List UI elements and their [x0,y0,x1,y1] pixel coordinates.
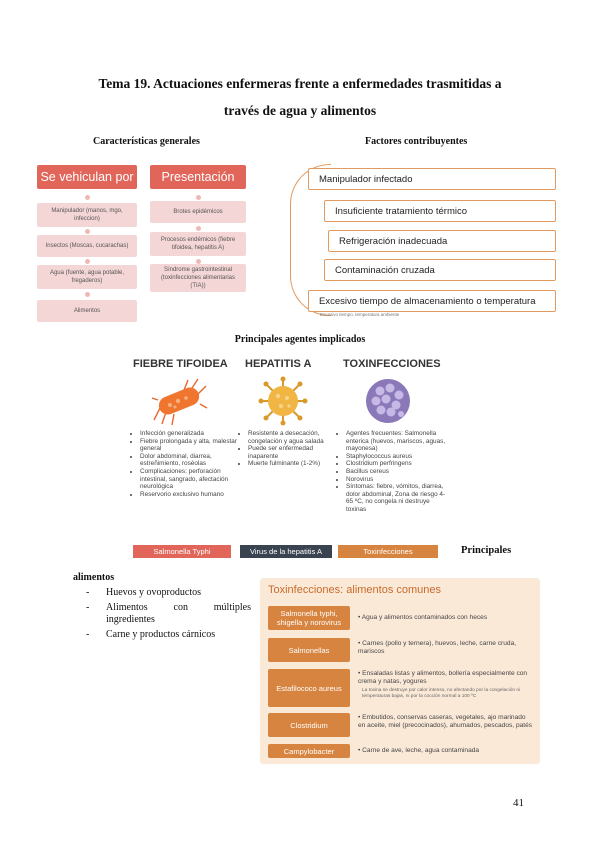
row-desc-text: Agua y alimentos contaminados con heces [361,614,488,621]
alimentos-heading: alimentos [73,572,115,583]
toxinf-item: • Agentes frecuentes: Salmonella enterica (huevos, mariscos, aguas, mayonesa) [346,430,446,453]
row-desc: • Carnes (pollo y ternera), huevos, leche, carne cruda, mariscos [358,640,517,655]
row-desc-text: Carnes (pollo y ternera), huevos, leche, carne cruda, mariscos [358,640,517,655]
row-name: Clostridium [268,713,350,737]
hepatitis-title: HEPATITIS A [245,358,312,370]
alimentos-item: - Carne y productos cárnicos [86,628,216,640]
alimentos-label: Huevos y ovoproductos [106,587,201,598]
agentes-heading: Principales agentes implicados [234,334,366,345]
vehiculan-header: Se vehiculan por [37,165,137,189]
page-number: 41 [513,797,524,809]
vehiculan-column [37,165,137,330]
fiebre-title: FIEBRE TIFOIDEA [133,358,228,370]
connector-dot [85,259,90,264]
table-title: Toxinfecciones: alimentos comunes [268,584,442,596]
presentacion-item: Procesos endémicos (fiebre tifoidea, hepatitis A) [150,232,246,256]
row-desc-text: Carne de ave, leche, agua contaminada [362,747,480,754]
fiebre-item: • Fiebre prolongada y alta, malestar general [140,438,242,453]
connector-dot [196,195,201,200]
row-desc: • Ensaladas listas y alimentos, bollería especialmente con crema y natas, yogures [358,670,528,685]
vehiculan-item: Alimentos [37,300,137,322]
caracteristicas-heading: Características generales [93,136,200,147]
row-desc: • Agua y alimentos contaminados con heces [358,614,488,621]
toxinf-table [260,578,540,764]
toxinf-item: • Staphylococcus aureus [346,453,446,461]
factor-label: Insuficiente tratamiento térmico [335,205,468,217]
row-name: Campylobacter [268,744,350,758]
factor-label: Contaminación cruzada [335,264,435,276]
row-desc: • Carne de ave, leche, agua contaminada [358,747,480,754]
row-desc-note: La toxina se destruye por calor intenso, no afectando por la congelación ni temperaturas bajas, ni por la cocción normal a 100 ºC [362,688,521,699]
hepatitis-tag: Virus de la hepatitis A [240,545,332,558]
hepatitis-item: • Muerte fulminante (1-2%) [248,460,343,468]
fiebre-item: • Reservorio exclusivo humano [140,491,242,499]
factor-label: Excesivo tiempo de almacenamiento o temperatura [319,295,536,307]
vehiculan-item: Manipulador (manos, mgo, infeccion) [37,203,137,227]
presentacion-item: Brotes epidémicos [150,201,246,223]
factor-item [324,200,556,222]
row-name: Salmonella typhi, shigella y norovirus [268,606,350,630]
fiebre-item: • Complicaciones: perforación intestinal, sangrado, afectación neurológica [140,468,242,491]
connector-dot [196,226,201,231]
toxinf-item: • Síntomas: fiebre, vómitos, diarrea, dolor abdominal, Zona de riesgo 4-65 ºC, no congela ni destruye toxinas [346,483,446,513]
factores-heading: Factores contribuyentes [365,136,468,147]
hepatitis-list [240,430,343,468]
factor-item [308,290,556,312]
fiebre-item: • Dolor abdominal, diarrea, estreñimiento, roséolas [140,453,242,468]
factores-diagram [288,162,558,322]
factor-item [328,230,556,252]
page-title [60,70,540,124]
toxinf-list [338,430,446,514]
toxinf-item: • Norovirus [346,476,446,484]
alimentos-item: - Huevos y ovoproductos [86,587,201,598]
presentacion-header: Presentación [150,165,246,189]
toxinf-item: • Clostridium perfringens [346,460,446,468]
fiebre-item: • Infección generalizada [140,430,242,438]
factor-item [324,259,556,281]
hepatitis-item: • Puede ser enfermedad inaparente [248,445,343,460]
alimentos-label: Carne y productos cárnicos [106,628,216,640]
factor-label: Manipulador infectado [319,173,413,185]
row-desc-text: Embutidos, conservas caseras, vegetales, ajo marinado en aceite, miel (precocinados), ahumados, pescados, patés [358,714,533,729]
hepatitis-item: • Resistente a desecación, congelación y agua salada [248,430,343,445]
row-name: Salmonellas [268,638,350,662]
cluster-icon [363,376,413,431]
toxinf-tag: Toxinfecciones [338,545,438,558]
presentacion-column [150,165,246,295]
fiebre-list [132,430,242,498]
alimentos-list [86,587,251,643]
factor-item [308,168,556,190]
vehiculan-item: Insectos (Moscas, cucarachas) [37,235,137,257]
connector-dot [85,229,90,234]
toxinf-title: TOXINFECCIONES [343,358,441,370]
factores-footnote: Excesivo tiempo, temperatura ambiente [320,312,400,317]
row-name: Estafilococo aureus [268,669,350,707]
factor-label: Refrigeración inadecuada [339,235,448,247]
connector-dot [85,292,90,297]
vehiculan-item: Agua (fuente, agua potable, fregaderos) [37,265,137,289]
alimentos-label: Alimentos con múltiples ingredientes [106,601,251,625]
alimentos-item: - Alimentos con múltiples ingredientes [86,601,251,625]
title-line-1: Tema 19. Actuaciones enfermeras frente a enfermedades trasmitidas a [98,76,502,91]
principales-text: Principales [461,545,512,556]
row-desc: • Embutidos, conservas caseras, vegetales, ajo marinado en aceite, miel (precocinados), ahumados, pescados, patés [358,714,533,729]
bacteria-icon [152,378,208,431]
virus-icon [258,376,308,431]
toxinf-item: • Bacillus cereus [346,468,446,476]
presentacion-item: Síndrome gastrointestinal (toxinfecciones alimentarias (TIA)) [150,264,246,292]
row-desc-text: Ensaladas listas y alimentos, bollería especialmente con crema y natas, yogures [358,670,528,685]
fiebre-tag: Salmonella Typhi [133,545,231,558]
title-line-2: través de agua y alimentos [223,103,377,118]
connector-dot [85,195,90,200]
